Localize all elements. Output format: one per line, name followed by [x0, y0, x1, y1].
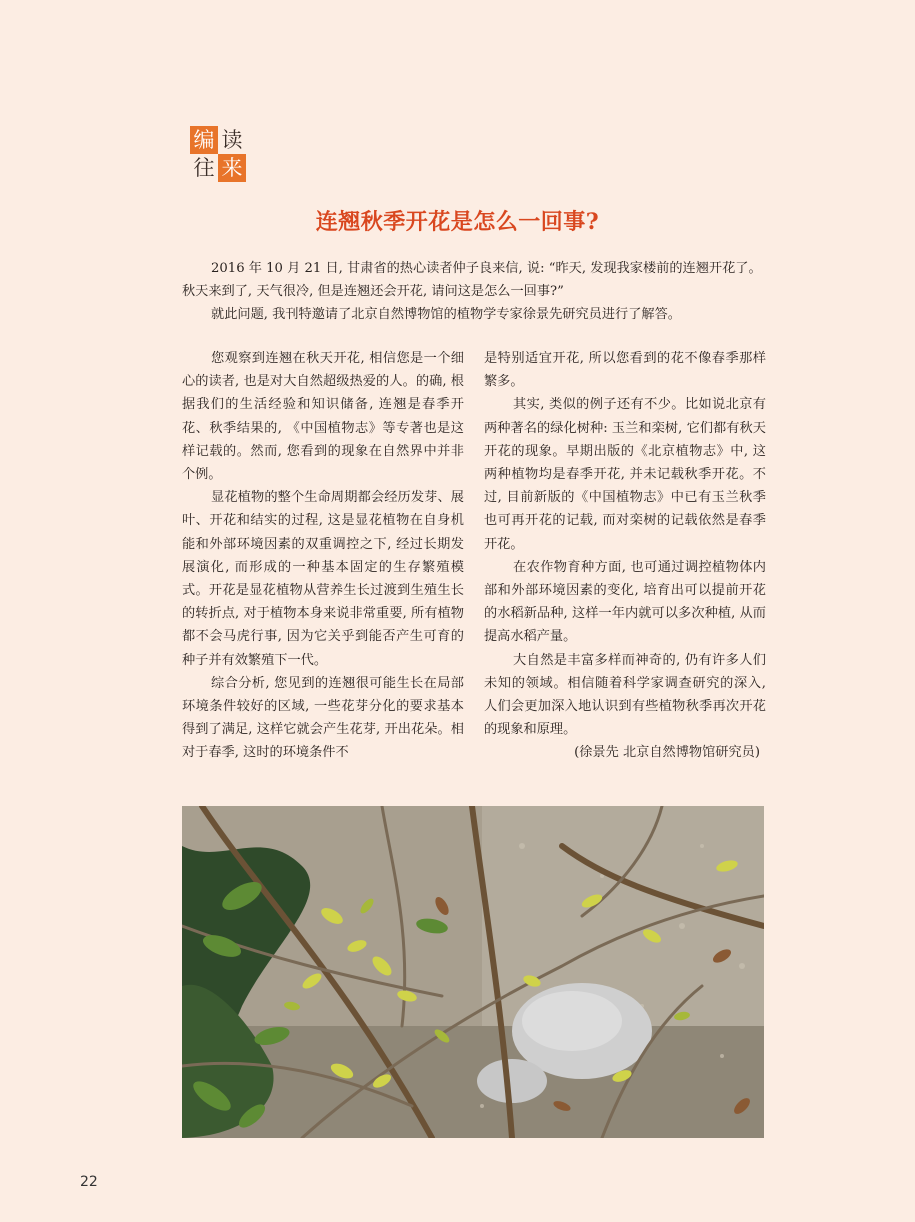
intro-paragraph: 就此问题, 我刊特邀请了北京自然博物馆的植物学专家徐景先研究员进行了解答。	[211, 307, 681, 322]
right-column	[484, 347, 766, 765]
logo-char-lai: 来	[218, 154, 246, 182]
body-paragraph: 其实, 类似的例子还有不少。比如说北京有两种著名的绿化树种: 玉兰和栾树, 它们都有秋天开花的现象。早期出版的《北京植物志》中, 这两种植物均是春季开花, 并未记载秋季开花。不过, 目前新版的《中国植物志》中已有玉兰秋季也可再开花的记载, 而对栾树的记载依然是春季开花。	[484, 397, 766, 552]
logo-char-bian: 编	[190, 126, 218, 154]
body-paragraph: 您观察到连翘在秋天开花, 相信您是一个细心的读者, 也是对大自然超级热爱的人。的确, 根据我们的生活经验和知识储备, 连翘是春季开花、秋季结果的, 《中国植物志》等专著也是这样记载的。然而, 您看到的现象在自然界中并非个例。	[182, 351, 464, 483]
forsythia-photo	[182, 806, 764, 1138]
column-logo	[188, 124, 250, 184]
page-number: 22	[80, 1174, 98, 1190]
logo-char-du: 读	[221, 128, 243, 152]
body-paragraph: 是特别适宜开花, 所以您看到的花不像春季那样繁多。	[484, 351, 766, 390]
body-paragraph: 显花植物的整个生命周期都会经历发芽、展叶、开花和结实的过程, 这是显花植物在自身机能和外部环境因素的双重调控之下, 经过长期发展演化, 而形成的一种基本固定的生存繁殖模式。开花是显花植物从营养生长过渡到生殖生长的转折点, 对于植物本身来说非常重要, 所有植物都不会马虎行事, 因为它关乎到能否产生可育的种子并有效繁殖下一代。	[182, 490, 464, 668]
intro-paragraph: 2016 年 10 月 21 日, 甘肃省的热心读者仲子良来信, 说: “昨天, 发现我家楼前的连翘开花了。秋天来到了, 天气很冷, 但是连翘还会开花, 请问这是怎么一回事?”	[182, 261, 762, 299]
article-intro	[182, 257, 767, 326]
logo-char-wang: 往	[193, 156, 215, 180]
left-column	[182, 347, 464, 765]
body-paragraph: 在农作物育种方面, 也可通过调控植物体内部和外部环境因素的变化, 培育出可以提前开花的水稻新品种, 这样一年内就可以多次种植, 从而提高水稻产量。	[484, 559, 766, 645]
body-paragraph: 大自然是丰富多样而神奇的, 仍有许多人们未知的领域。相信随着科学家调查研究的深入, 人们会更加深入地认识到有些植物秋季再次开花的现象和原理。	[484, 652, 766, 738]
author-signature: (徐景先 北京自然博物馆研究员)	[574, 745, 760, 761]
article-title: 连翘秋季开花是怎么一回事?	[315, 209, 600, 235]
body-paragraph: 综合分析, 您见到的连翘很可能生长在局部环境条件较好的区域, 一些花芽分化的要求基本得到了满足, 这样它就会产生花芽, 开出花朵。相对于春季, 这时的环境条件不	[182, 675, 464, 761]
